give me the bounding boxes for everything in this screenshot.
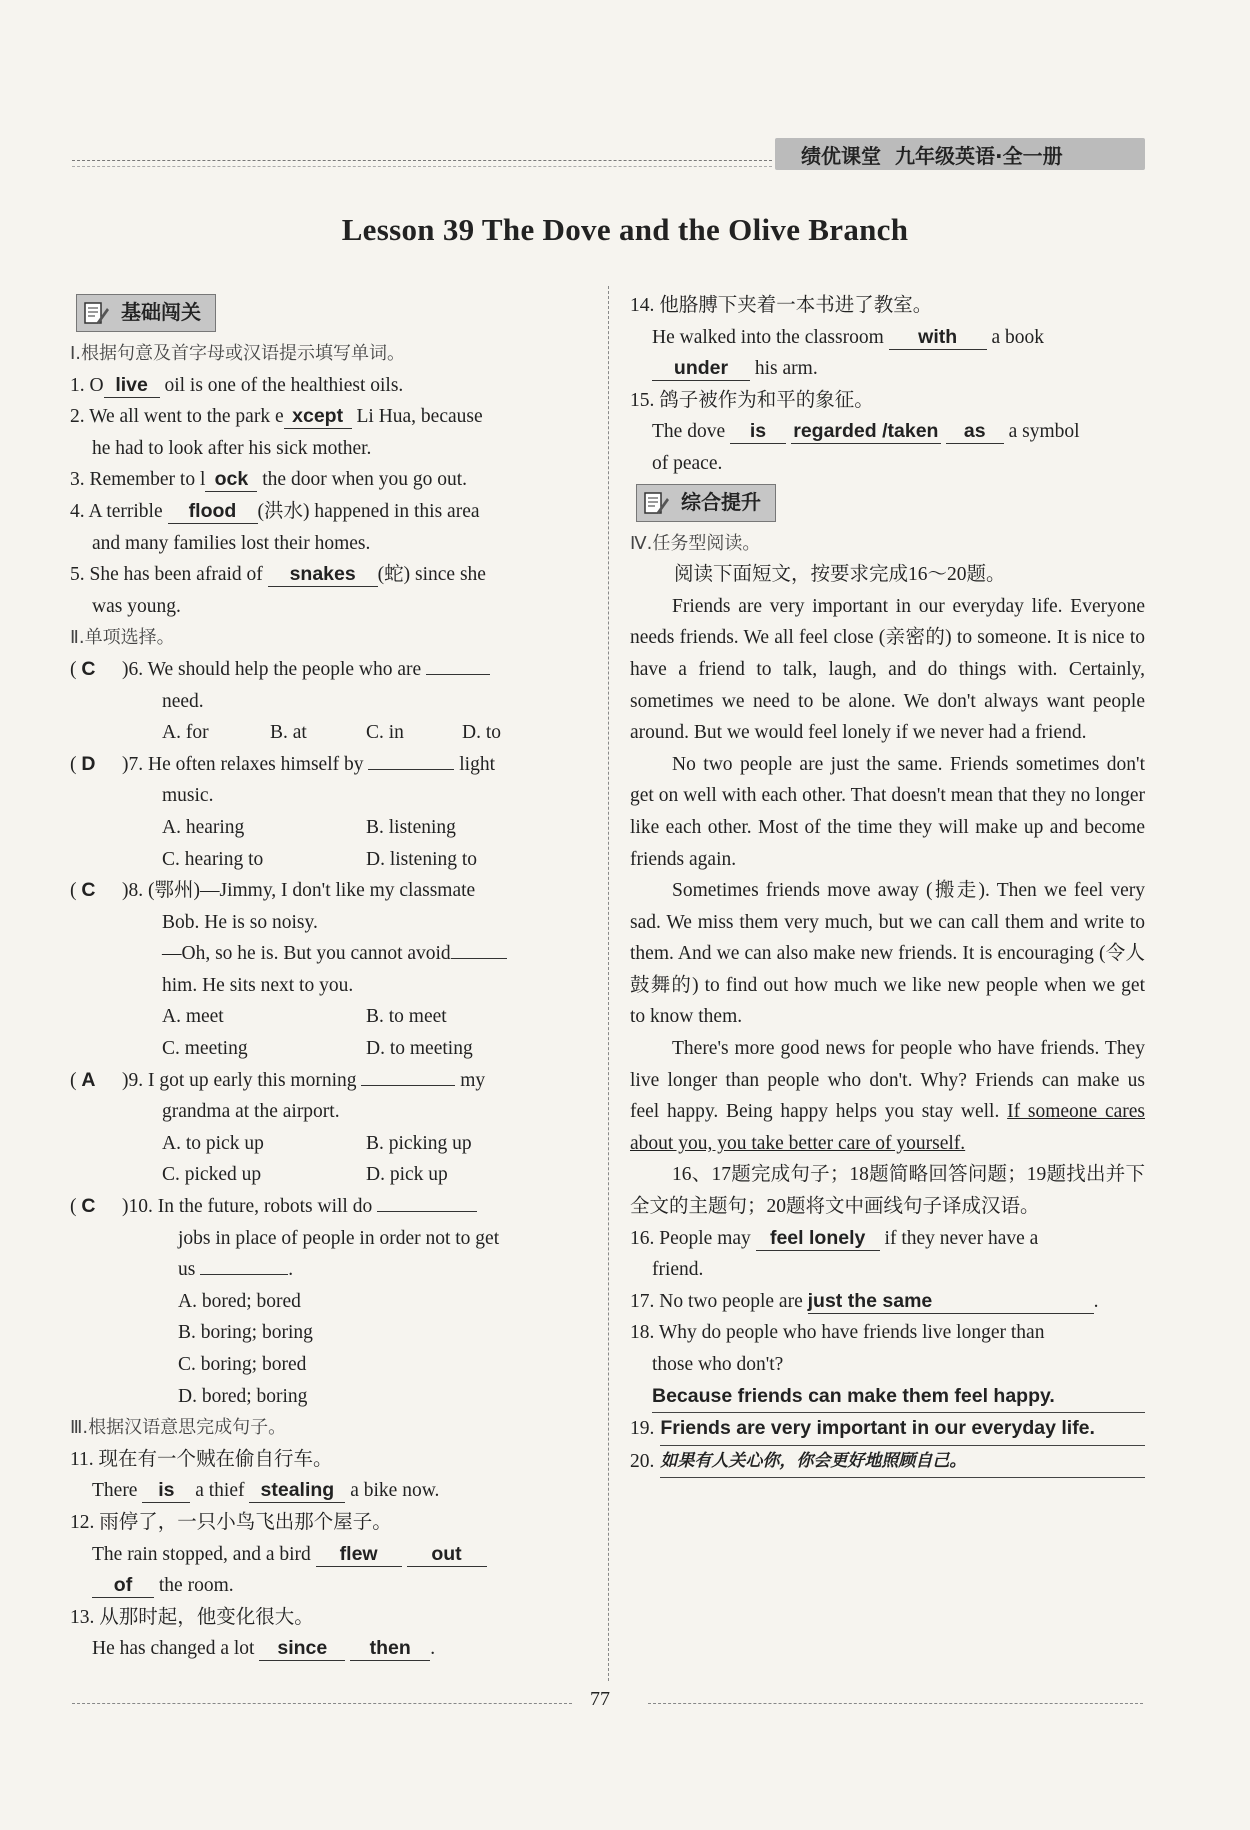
- question-16: 16. People may feel lonely if they never have a: [630, 1226, 1039, 1249]
- option[interactable]: A. meet: [162, 1006, 224, 1028]
- option[interactable]: B. at: [270, 722, 307, 744]
- passage-paragraph-3: Sometimes friends move away (搬走). Then we feel very sad. We miss them very much, but we can call them and write to them. And we can also make new friends. It is encouraging (令人鼓舞的) to find out how much we like new people when we get to know them.: [630, 880, 1145, 1028]
- question-10: ( C )10. In the future, robots will do: [70, 1191, 590, 1223]
- task-instruction: 16、17题完成句子；18题简略回答问题；19题找出并下全文的主题句；20题将文中画线句子译成汉语。: [630, 1164, 1145, 1218]
- option[interactable]: D. pick up: [366, 1164, 448, 1186]
- question-12-cont: of the room.: [70, 1570, 590, 1602]
- option[interactable]: C. boring; bored: [178, 1354, 307, 1375]
- notebook-pencil-icon: [643, 490, 669, 516]
- option[interactable]: A. bored; bored: [178, 1290, 301, 1312]
- passage-paragraph-1: Friends are very important in our everyday life. Everyone needs friends. We all feel close (亲密的) to someone. It is nice to have a friend to talk, laugh, and do things with. Certainly, sometimes we need to be alone. We don't always want people around. But we would feel lonely if we never had a friend.: [630, 595, 1145, 744]
- question-19: 19. Friends are very important in our everyday life.: [630, 1413, 1145, 1446]
- option[interactable]: C. hearing to: [162, 848, 264, 870]
- answer-blank[interactable]: [377, 1211, 477, 1212]
- header-book-title: 九年级英语·全一册: [895, 143, 1063, 168]
- question-8-cont-2: —Oh, so he is. But you cannot avoid: [70, 938, 590, 970]
- answer-blank[interactable]: [361, 1085, 455, 1086]
- question-15-cont: of peace.: [652, 452, 723, 474]
- question-16-cont: friend.: [652, 1259, 704, 1281]
- answer-blank[interactable]: [200, 1274, 288, 1275]
- question-14-zh: 14. 他胳膊下夹着一本书进了教室。: [630, 295, 933, 316]
- underlined-sentence: If someone cares about you, you take better care of yourself.: [630, 1101, 1145, 1154]
- footer-rule-right: [648, 1703, 1143, 1704]
- question-8-options-row1: [70, 1001, 590, 1033]
- passage-paragraph-2: No two people are just the same. Friends sometimes don't get on well with each other. That doesn't mean that they no longer like each other. Most of the time they will make up and become friends again.: [630, 753, 1145, 870]
- question-14: He walked into the classroom with a book: [652, 325, 1045, 348]
- question-7-options-row1: [70, 812, 590, 844]
- answer-blank[interactable]: xcept: [284, 404, 352, 429]
- column-divider: [608, 286, 609, 1681]
- section-badge-basic: [76, 294, 216, 332]
- header-brand: 绩优课堂: [801, 143, 881, 168]
- option[interactable]: A. to pick up: [162, 1132, 264, 1154]
- answer-blank[interactable]: feel lonely: [756, 1226, 880, 1251]
- option[interactable]: B. picking up: [366, 1132, 472, 1154]
- choice-answer[interactable]: C: [81, 879, 96, 902]
- question-6-cont: need.: [162, 690, 204, 712]
- part3-title: Ⅲ.根据汉语意思完成句子。: [70, 1417, 287, 1439]
- lesson-title: Lesson 39 The Dove and the Olive Branch: [341, 212, 909, 247]
- question-5: 5. She has been afraid of snakes (蛇) since she: [70, 563, 486, 586]
- question-7-cont: music.: [162, 785, 214, 807]
- answer-blank[interactable]: just the same: [808, 1289, 1094, 1314]
- choice-answer[interactable]: A: [81, 1068, 96, 1091]
- right-column: [630, 290, 1145, 1478]
- notebook-pencil-icon: [83, 300, 109, 326]
- question-6-options: [70, 717, 590, 749]
- answer-blank[interactable]: under: [652, 356, 750, 381]
- option[interactable]: C. in: [366, 722, 404, 744]
- question-10-cont-1: jobs in place of people in order not to get: [178, 1227, 500, 1249]
- question-13: He has changed a lot since then .: [92, 1637, 436, 1660]
- question-15-zh: 15. 鸽子被作为和平的象征。: [630, 389, 874, 411]
- question-4: 4. A terrible flood (洪水) happened in this area: [70, 499, 480, 522]
- question-10-cont-2: us .: [178, 1259, 294, 1281]
- choice-answer[interactable]: D: [81, 752, 96, 775]
- question-17: 17. No two people are just the same .: [630, 1289, 1099, 1312]
- question-9-options-row1: [70, 1128, 590, 1160]
- reading-instruction: 阅读下面短文，按要求完成16～20题。: [674, 564, 1006, 586]
- answer-blank[interactable]: since: [259, 1636, 345, 1661]
- header-rule: [72, 160, 772, 161]
- question-7-options-row2: [70, 844, 590, 876]
- question-13-zh: 13. 从那时起，他变化很大。: [70, 1606, 314, 1628]
- question-8-options-row2: [70, 1033, 590, 1065]
- question-2-cont: he had to look after his sick mother.: [92, 437, 372, 459]
- answer-blank[interactable]: regarded /taken: [791, 419, 941, 444]
- option[interactable]: D. bored; boring: [178, 1385, 308, 1407]
- choice-answer[interactable]: C: [81, 657, 96, 680]
- answer-line[interactable]: Because friends can make them feel happy.: [652, 1381, 1145, 1414]
- question-4-cont: and many families lost their homes.: [92, 532, 371, 554]
- left-column: [70, 290, 590, 1665]
- option[interactable]: B. listening: [366, 816, 456, 838]
- choice-answer[interactable]: C: [81, 1195, 96, 1218]
- option[interactable]: C. picked up: [162, 1164, 262, 1186]
- option[interactable]: D. listening to: [366, 848, 478, 870]
- answer-blank[interactable]: [451, 958, 507, 959]
- part1-title: Ⅰ.根据句意及首字母或汉语提示填写单词。: [70, 343, 406, 364]
- option[interactable]: D. to: [462, 722, 501, 744]
- answer-blank[interactable]: of: [92, 1573, 154, 1598]
- question-8-cont-3: him. He sits next to you.: [162, 974, 354, 996]
- option[interactable]: B. boring; boring: [178, 1322, 313, 1344]
- section-title-basic: 基础闯关: [121, 300, 201, 325]
- header-banner: [775, 138, 1145, 170]
- answer-blank[interactable]: [368, 769, 454, 770]
- question-12: The rain stopped, and a bird flew out: [70, 1539, 590, 1571]
- passage-paragraph-4: There's more good news for people who have friends. They live longer than people who don't. Why? Friends can make us feel happy. Being happy helps you stay well. If someone cares about you, you take better care of yourself.: [630, 1038, 1145, 1154]
- question-3: 3. Remember to l ock the door when you go out.: [70, 468, 467, 491]
- answer-blank[interactable]: live: [104, 373, 160, 398]
- part2-title: Ⅱ.单项选择。: [70, 627, 175, 649]
- answer-blank[interactable]: stealing: [249, 1478, 345, 1503]
- answer-blank[interactable]: with: [889, 325, 987, 350]
- question-6: ( C )6. We should help the people who are: [70, 654, 590, 686]
- answer-line[interactable]: Friends are very important in our everyday life.: [660, 1413, 1145, 1446]
- answer-line[interactable]: 如果有人关心你，你会更好地照顾自己。: [660, 1446, 1145, 1479]
- question-15: The dove is regarded /taken as a symbol: [652, 420, 1080, 443]
- answer-blank[interactable]: is: [142, 1478, 190, 1503]
- question-18: 18. Why do people who have friends live longer than: [630, 1322, 1045, 1344]
- answer-blank[interactable]: snakes: [268, 562, 378, 587]
- answer-blank[interactable]: flew: [316, 1542, 402, 1567]
- question-2: 2. We all went to the park e xcept Li Hua, because: [70, 405, 483, 428]
- answer-blank[interactable]: [426, 674, 490, 675]
- question-9: ( A )9. I got up early this morning my: [70, 1068, 486, 1091]
- question-9-options-row2: [70, 1159, 590, 1191]
- option[interactable]: A. for: [162, 722, 209, 744]
- question-18-answer: [630, 1381, 1145, 1414]
- section-title-advanced: 综合提升: [681, 489, 761, 514]
- question-5-cont: was young.: [92, 595, 181, 617]
- option[interactable]: D. to meeting: [366, 1038, 473, 1060]
- question-8-cont-1: Bob. He is so noisy.: [162, 911, 318, 933]
- page-number: 77: [590, 1688, 610, 1710]
- answer-blank[interactable]: flood: [168, 499, 258, 524]
- option[interactable]: A. hearing: [162, 816, 245, 838]
- section-badge-advanced: [636, 484, 776, 522]
- answer-blank[interactable]: as: [946, 419, 1004, 444]
- question-11: There is a thief stealing a bike now.: [92, 1479, 440, 1502]
- answer-blank[interactable]: ock: [205, 467, 257, 492]
- answer-blank[interactable]: is: [730, 419, 786, 444]
- answer-blank[interactable]: out: [407, 1542, 487, 1567]
- question-14-cont: under his arm.: [630, 353, 1145, 385]
- question-1: 1. O live oil is one of the healthiest oils.: [70, 373, 404, 396]
- question-9-cont: grandma at the airport.: [162, 1101, 340, 1123]
- footer-rule-left: [72, 1703, 572, 1704]
- question-20: 20. 如果有人关心你，你会更好地照顾自己。: [630, 1446, 1145, 1479]
- answer-blank[interactable]: then: [350, 1636, 430, 1661]
- question-11-zh: 11. 现在有一个贼在偷自行车。: [70, 1448, 333, 1470]
- question-12-zh: 12. 雨停了，一只小鸟飞出那个屋子。: [70, 1511, 392, 1533]
- question-7: ( D )7. He often relaxes himself by light: [70, 752, 496, 775]
- question-8: ( C )8. (鄂州)—Jimmy, I don't like my classmate: [70, 879, 476, 902]
- question-18-cont: those who don't?: [652, 1354, 784, 1375]
- header-rule-secondary: [72, 166, 772, 167]
- part4-title: Ⅳ.任务型阅读。: [630, 532, 761, 554]
- option[interactable]: B. to meet: [366, 1006, 447, 1028]
- option[interactable]: C. meeting: [162, 1038, 248, 1060]
